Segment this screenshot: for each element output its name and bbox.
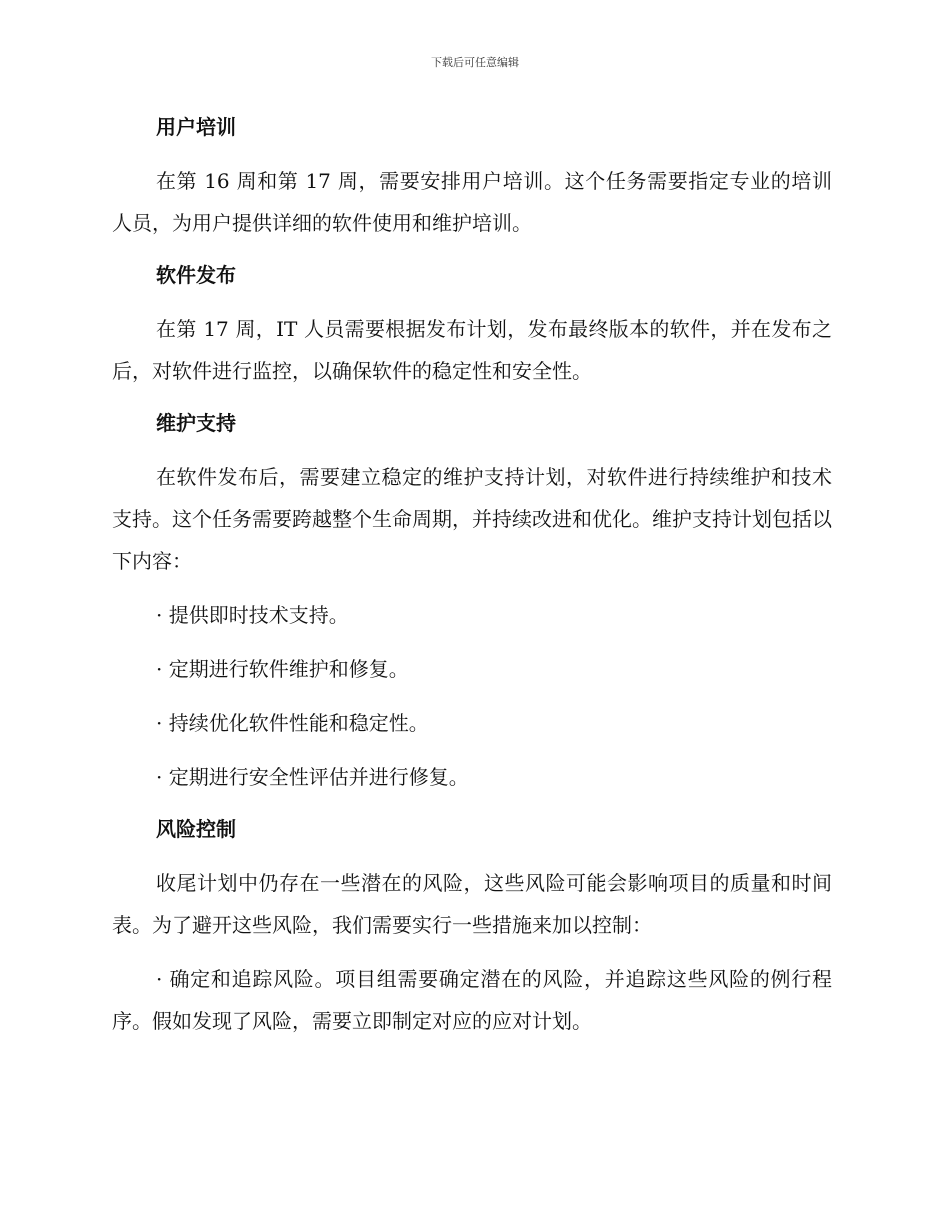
section-heading-user-training: 用户培训 [156, 115, 236, 139]
section-paragraph-risk-control: 收尾计划中仍存在一些潜在的风险，这些风险可能会影响项目的质量和时间表。为了避开这些风险，我们需要实行一些措施来加以控制： [112, 871, 832, 937]
section-heading-maintenance-support: 维护支持 [156, 411, 236, 435]
section-paragraph-user-training: 在第 16 周和第 17 周，需要安排用户培训。这个任务需要指定专业的培训人员，为用户提供详细的软件使用和维护培训。 [112, 169, 832, 235]
bullet-item: · 定期进行安全性评估并进行修复。 [156, 765, 469, 789]
bullet-item: · 持续优化软件性能和稳定性。 [156, 711, 429, 735]
bullet-item: · 定期进行软件维护和修复。 [156, 657, 409, 681]
header-note: 下载后可任意编辑 [431, 56, 519, 69]
bullet-item: · 确定和追踪风险。项目组需要确定潜在的风险，并追踪这些风险的例行程序。假如发现了风险，需要立即制定对应的应对计划。 [112, 967, 832, 1033]
bullet-item: · 提供即时技术支持。 [156, 603, 349, 627]
section-heading-software-release: 软件发布 [156, 263, 236, 287]
section-paragraph-software-release: 在第 17 周，IT 人员需要根据发布计划，发布最终版本的软件，并在发布之后，对软件进行监控，以确保软件的稳定性和安全性。 [112, 317, 832, 383]
section-paragraph-maintenance-support: 在软件发布后，需要建立稳定的维护支持计划，对软件进行持续维护和技术支持。这个任务需要跨越整个生命周期，并持续改进和优化。维护支持计划包括以下内容： [112, 465, 832, 573]
section-heading-risk-control: 风险控制 [156, 817, 236, 841]
document-body [112, 108, 832, 1042]
